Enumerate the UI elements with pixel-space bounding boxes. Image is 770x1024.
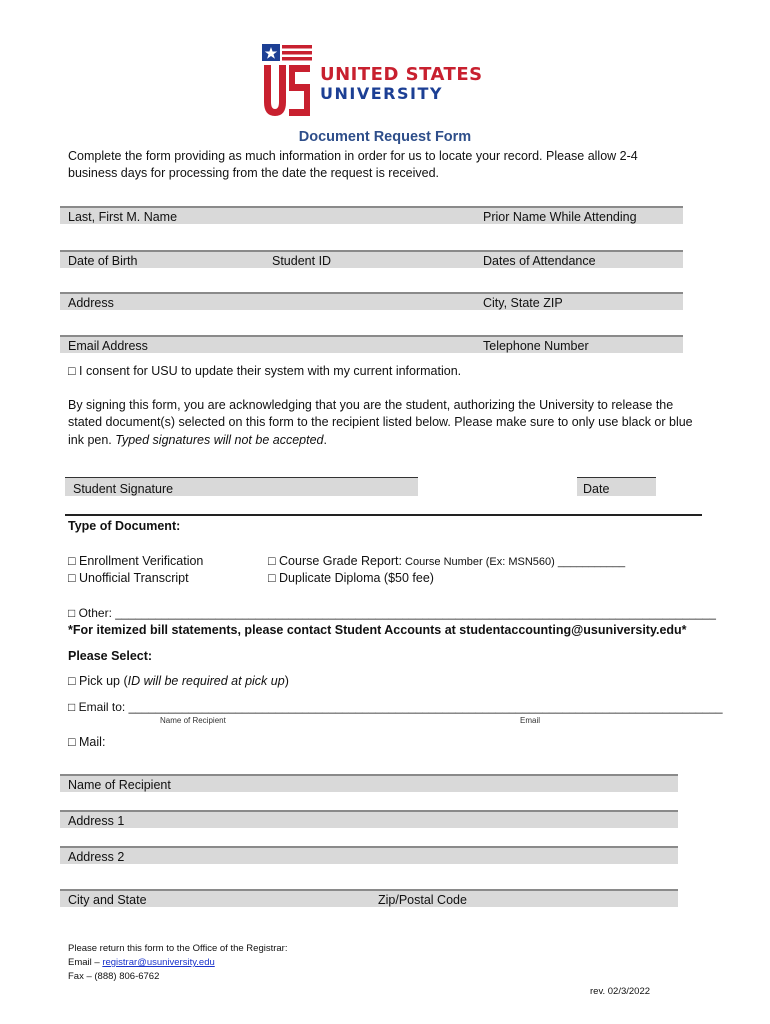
revision-date: rev. 02/3/2022	[590, 986, 651, 997]
address1-field[interactable]	[60, 810, 678, 828]
intro-text-line-2: business days for processing from the date the request is received.	[68, 166, 440, 180]
consent-checkbox[interactable]: □ I consent for USU to update their system with my current information.	[68, 364, 462, 378]
telephone-label: Telephone Number	[483, 339, 589, 353]
intro-text-line-1: Complete the form providing as much information in order for us to locate your record. Please allow 2-4	[68, 149, 638, 163]
address2-label: Address 2	[68, 850, 125, 864]
date-field[interactable]	[577, 477, 656, 496]
zip-label: Zip/Postal Code	[378, 893, 467, 907]
signing-text-line-3a: ink pen.	[68, 433, 116, 447]
student-signature-field[interactable]	[65, 477, 418, 496]
other-checkbox[interactable]: □ Other: __________________________________________________________________________________________	[68, 606, 716, 620]
signing-text-line-3	[68, 432, 327, 449]
email-telephone-field[interactable]	[60, 335, 683, 353]
dob-label: Date of Birth	[68, 254, 138, 268]
delivery-heading: Please Select:	[68, 649, 153, 663]
city-state-zip-label: City, State ZIP	[483, 296, 563, 310]
section-divider	[65, 514, 702, 516]
prior-name-label: Prior Name While Attending	[483, 210, 637, 224]
enrollment-verification-checkbox[interactable]: □ Enrollment Verification	[68, 554, 204, 568]
signing-text-line-2: stated document(s) selected on this form to the recipient listed below. Please make sure to only use black or blue	[68, 415, 693, 429]
city-state-label: City and State	[68, 893, 147, 907]
form-title: Document Request Form	[298, 129, 472, 145]
address-label: Address	[68, 296, 114, 310]
pickup-label-a: □ Pick up (	[68, 674, 128, 688]
signing-text-line-3c: .	[323, 433, 327, 447]
name-label: Last, First M. Name	[68, 210, 178, 224]
footer-email	[68, 957, 215, 968]
footer-return-text: Please return this form to the Office of the Registrar:	[68, 943, 288, 954]
footer-email-prefix: Email –	[68, 957, 103, 968]
student-signature-label: Student Signature	[73, 482, 174, 496]
course-grade-report-checkbox[interactable]	[268, 553, 625, 571]
address1-label: Address 1	[68, 814, 125, 828]
document-type-heading: Type of Document:	[68, 519, 181, 533]
email-to-recipient-caption: Name of Recipient	[160, 716, 226, 725]
logo-line-1: UNITED STATES	[320, 64, 483, 85]
student-id-label: Student ID	[272, 254, 332, 268]
course-number-input[interactable]: Course Number (Ex: MSN560) ___________	[402, 556, 626, 568]
usu-shield-icon	[262, 44, 314, 118]
recipient-name-label: Name of Recipient	[68, 778, 171, 792]
duplicate-diploma-checkbox[interactable]: □ Duplicate Diploma ($50 fee)	[268, 571, 434, 585]
email-label: Email Address	[68, 339, 148, 353]
footer-fax: Fax – (888) 806-6762	[68, 971, 160, 982]
email-to-email-caption: Email	[520, 716, 541, 725]
registrar-email-link[interactable]: registrar@usuniversity.edu	[102, 957, 215, 968]
logo-line-2: UNIVERSITY	[320, 84, 443, 103]
pickup-id-note: ID will be required at pick up	[127, 674, 285, 688]
signing-text-line-1: By signing this form, you are acknowledging that you are the student, authorizing the University to release the	[68, 398, 674, 412]
pickup-checkbox[interactable]	[68, 673, 289, 690]
itemized-bill-note: *For itemized bill statements, please contact Student Accounts at studentaccounting@usuniversity.edu*	[68, 623, 687, 637]
address2-field[interactable]	[60, 846, 678, 864]
unofficial-transcript-checkbox[interactable]: □ Unofficial Transcript	[68, 571, 189, 585]
course-grade-report-label: □ Course Grade Report:	[268, 554, 402, 568]
email-to-checkbox[interactable]: □ Email to: _________________________________________________________________________________________	[68, 700, 723, 714]
university-logo	[262, 44, 483, 120]
name-field[interactable]	[60, 206, 683, 224]
pickup-label-c: )	[284, 674, 289, 688]
address-field[interactable]	[60, 292, 683, 310]
recipient-name-field[interactable]	[60, 774, 678, 792]
dates-attendance-label: Dates of Attendance	[483, 254, 596, 268]
dob-id-attendance-field[interactable]	[60, 250, 683, 268]
city-state-zip-mail-field[interactable]	[60, 889, 678, 907]
mail-checkbox[interactable]: □ Mail:	[68, 735, 106, 749]
date-label: Date	[583, 482, 610, 496]
typed-signature-warning: Typed signatures will not be accepted	[115, 433, 324, 447]
